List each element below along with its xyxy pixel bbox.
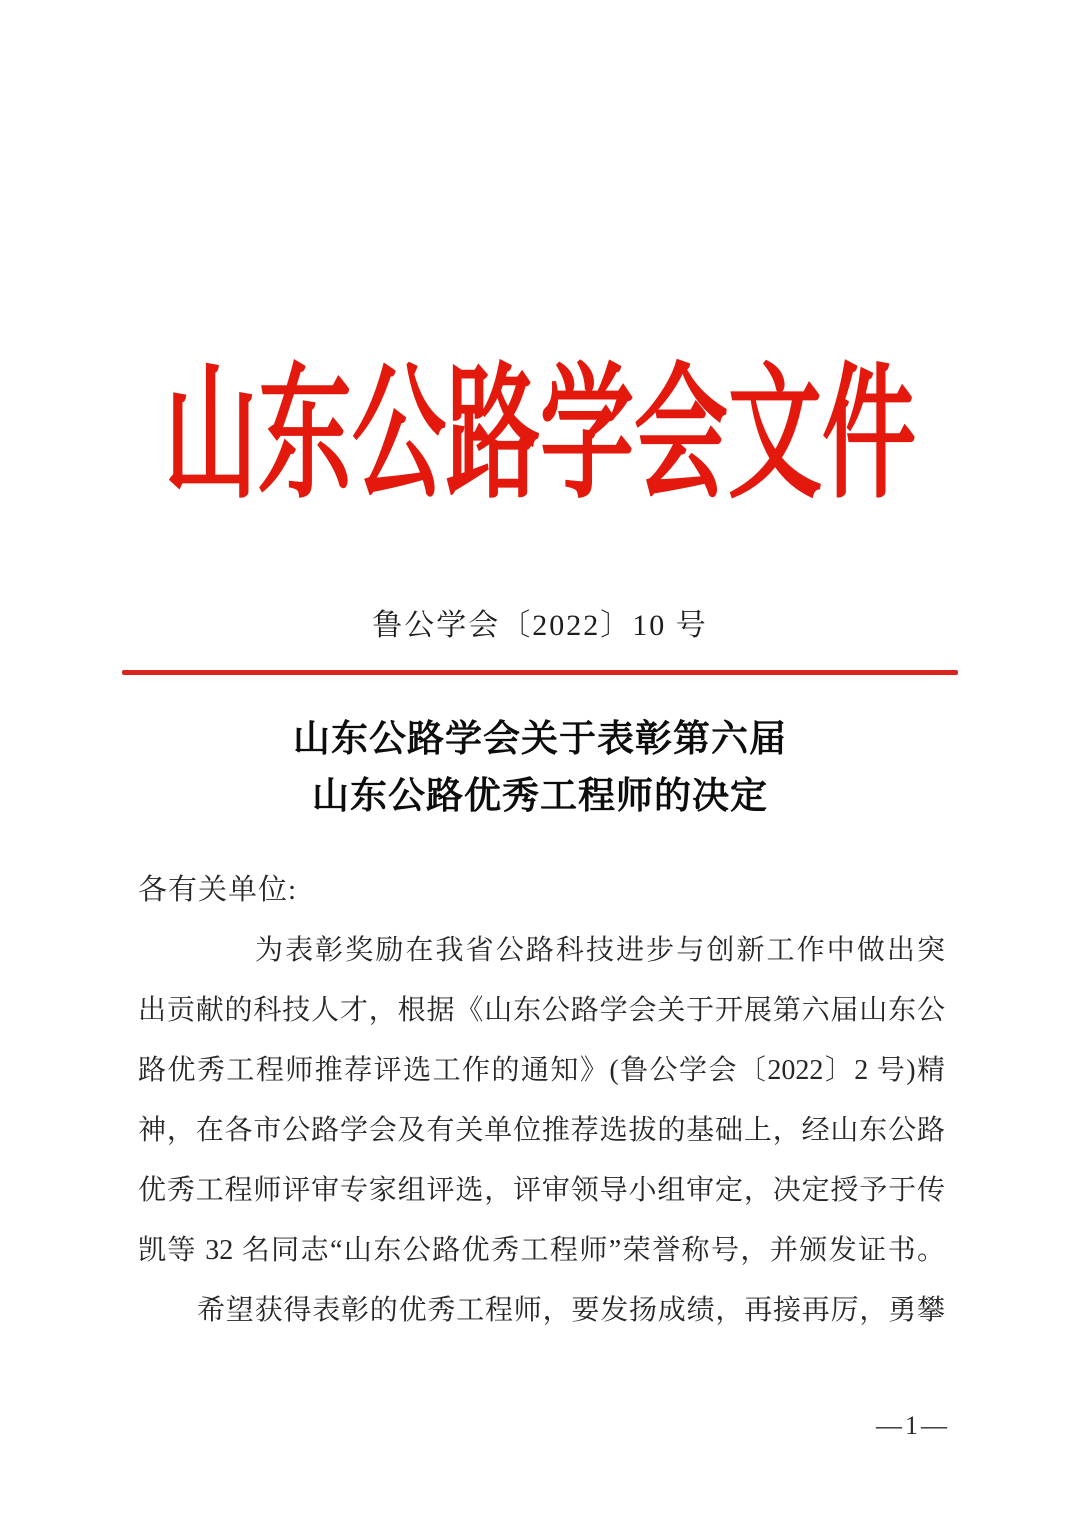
body-line: 神，在各市公路学会及有关单位推荐选拔的基础上，经山东公路 [138, 1115, 945, 1146]
document-number: 鲁公学会〔2022〕10 号 [372, 609, 708, 642]
red-separator-rule [122, 670, 958, 675]
page-number: —1— [876, 1411, 950, 1440]
body-line: 路优秀工程师推荐评选工作的通知》(鲁公学会〔2022〕2 号)精 [138, 1055, 945, 1086]
document-title-line2: 山东公路优秀工程师的决定 [312, 776, 768, 817]
body-line: 出贡献的科技人才，根据《山东公路学会关于开展第六届山东公 [138, 995, 945, 1026]
document-body [138, 921, 945, 1341]
letterhead-banner-title: 山东公路学会文件 [163, 355, 916, 517]
body-line: 希望获得表彰的优秀工程师，要发扬成绩，再接再厉，勇攀 [197, 1295, 945, 1326]
body-line: 优秀工程师评审专家组评选，评审领导小组审定，决定授予于传 [138, 1175, 945, 1206]
salutation: 各有关单位: [138, 874, 298, 906]
document-title [0, 711, 1080, 825]
document-title-line1: 山东公路学会关于表彰第六届 [293, 719, 787, 760]
body-line: 凯等 32 名同志“山东公路优秀工程师”荣誉称号，并颁发证书。 [138, 1235, 945, 1266]
body-line: 为表彰奖励在我省公路科技进步与创新工作中做出突 [255, 935, 945, 966]
